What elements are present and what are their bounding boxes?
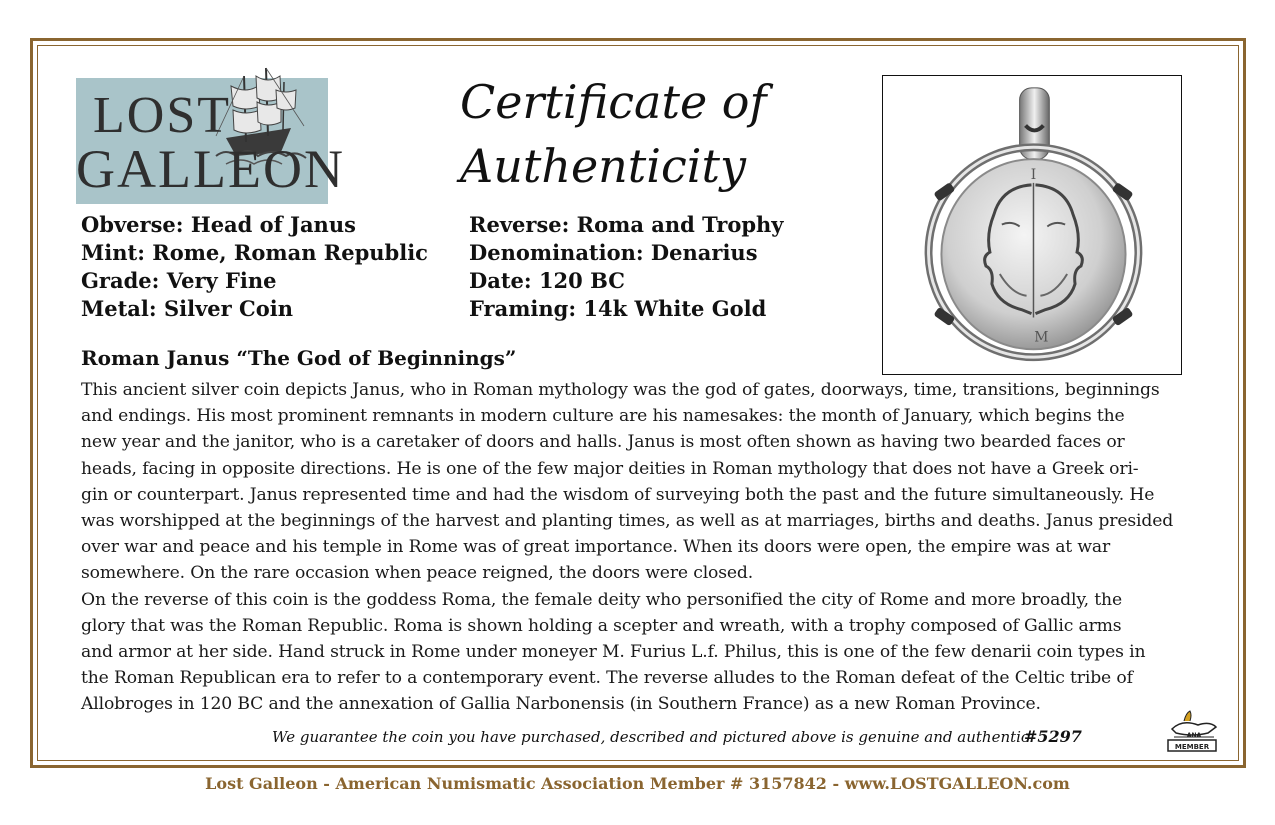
- body-line: new year and the janitor, who is a caretaker of doors and halls. Janus is most often shown as having two bearded faces or: [81, 432, 1125, 453]
- body-line: somewhere. On the rare occasion when peace reigned, the doors were closed.: [81, 563, 754, 584]
- body-line: This ancient silver coin depicts Janus, who in Roman mythology was the god of gates, doorways, time, transitions, beginnings: [81, 380, 1160, 400]
- certificate-title: [460, 70, 860, 198]
- ana-badge-bottom: MEMBER: [1174, 743, 1210, 751]
- spec-framing: Framing: 14k White Gold: [469, 296, 767, 321]
- coin-specs-left: [81, 211, 428, 323]
- coin-photo-frame: [882, 75, 1182, 375]
- spec-obverse: Obverse: Head of Janus: [81, 212, 356, 237]
- description-body: [81, 377, 1216, 718]
- body-line: was worshipped at the beginnings of the harvest and planting times, as well as at marriages, births and deaths. Janus presided: [81, 511, 1174, 532]
- svg-text:M: M: [1034, 329, 1049, 346]
- ana-badge-top: ANA: [1186, 732, 1202, 739]
- janus-coin-pendant-image: [883, 76, 1180, 373]
- ana-lamp-icon: [1158, 707, 1222, 755]
- coin-specs-right: [469, 211, 783, 323]
- body-line: the Roman Republican era to refer to a contemporary event. The reverse alludes to the Roman defeat of the Celtic tribe of: [81, 668, 1133, 689]
- certificate-number: #5297: [1024, 727, 1082, 746]
- body-line: On the reverse of this coin is the goddess Roma, the female deity who personified the city of Rome and more broadly, the: [81, 589, 1122, 610]
- body-line: glory that was the Roman Republic. Roma is shown holding a scepter and wreath, with a trophy composed of Gallic arms: [81, 615, 1122, 636]
- spec-grade: Grade: Very Fine: [81, 268, 277, 293]
- title-line-1: Certificate of: [460, 75, 767, 129]
- title-line-2: Authenticity: [460, 139, 746, 193]
- spec-denomination: Denomination: Denarius: [469, 240, 758, 265]
- body-line: Allobroges in 120 BC and the annexation of Gallia Narbonensis (in Southern France) as a new Roman Province.: [81, 694, 1041, 715]
- body-line: and endings. His most prominent remnants in modern culture are his namesakes: the month of January, which begins the: [81, 406, 1125, 427]
- logo-word-lost: LOST: [93, 87, 231, 144]
- spec-reverse: Reverse: Roma and Trophy: [469, 212, 784, 237]
- logo-word-galleon: GALLEON: [76, 139, 345, 199]
- spec-mint: Mint: Rome, Roman Republic: [81, 240, 428, 265]
- body-line: heads, facing in opposite directions. He is one of the few major deities in Roman mythology that does not have a Greek ori-: [81, 458, 1139, 479]
- description-heading: Roman Janus “The God of Beginnings”: [81, 346, 517, 370]
- body-line: over war and peace and his temple in Rome was of great importance. When its doors were open, the empire was at war: [81, 537, 1111, 558]
- guarantee-statement: We guarantee the coin you have purchased, described and pictured above is genuine and authentic.: [272, 728, 1035, 746]
- svg-text:I: I: [1030, 166, 1037, 183]
- ana-member-badge: [1158, 707, 1222, 755]
- spec-date: Date: 120 BC: [469, 268, 625, 293]
- body-line: and armor at her side. Hand struck in Rome under moneyer M. Furius L.f. Philus, this is one of the few denarii coin types in: [81, 642, 1146, 663]
- body-line: gin or counterpart. Janus represented time and had the wisdom of surveying both the past and the future simultaneously. He: [81, 484, 1155, 505]
- spec-metal: Metal: Silver Coin: [81, 296, 293, 321]
- footer-membership: Lost Galleon - American Numismatic Association Member # 3157842 - www.LOSTGALLEON.com: [205, 774, 1070, 793]
- lost-galleon-logo: [76, 78, 345, 204]
